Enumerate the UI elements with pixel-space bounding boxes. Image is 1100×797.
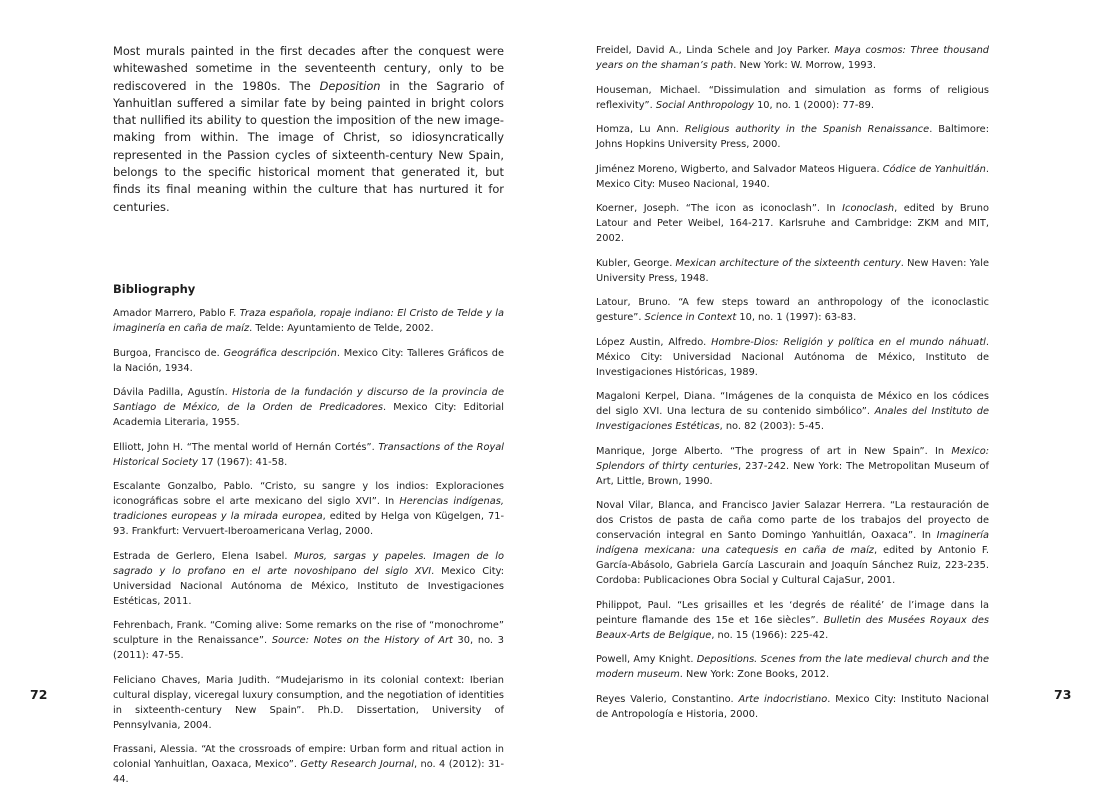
italic-title: Getty Research Journal bbox=[300, 759, 414, 770]
text-run: Kubler, George. bbox=[596, 257, 676, 269]
bibliography-list-left bbox=[113, 306, 504, 797]
text-run: . Baltimore: Johns Hopkins University Press, 2000. bbox=[596, 124, 989, 150]
italic-title: Maya cosmos: Three thousand years on the shaman’s path bbox=[596, 45, 989, 71]
bibliography-heading: Bibliography bbox=[113, 282, 196, 296]
italic-title: Historia de la fundación y discurso de la provincia de Santiago de México, de la Orden de Predicadores bbox=[113, 387, 505, 413]
italic-title: Transactions of the Royal Historical Society bbox=[113, 441, 504, 468]
italic-title: Deposition bbox=[319, 78, 381, 93]
text-run: Koerner, Joseph. “The icon as iconoclash”. In bbox=[596, 203, 843, 214]
italic-title: Hombre-Dios: Religión y política en el mundo náhuatl bbox=[711, 336, 986, 348]
italic-title: Arte indocristiano bbox=[738, 693, 828, 705]
text-run: Philippot, Paul. “Les grisailles et les ‘degrés de réalité’ de l’image dans la peinture flamande des 15e et 16e siècles”. bbox=[596, 599, 989, 626]
bibliography-entry bbox=[596, 335, 989, 380]
text-run: Most murals painted in the first decades after the conquest were whitewashed sometime in the seventeenth century, only to be rediscovered in the 1980s. The bbox=[113, 44, 504, 93]
page-number-right: 73 bbox=[1054, 687, 1072, 702]
text-run: Frassani, Alessia. “At the crossroads of empire: Urban form and ritual action in colonial Yanhuitlan, Oaxaca, Mexico”. bbox=[113, 744, 504, 770]
bibliography-entry bbox=[596, 122, 989, 152]
bibliography-entry bbox=[596, 83, 989, 113]
bibliography-entry bbox=[113, 549, 504, 609]
bibliography-entry bbox=[113, 673, 504, 733]
text-run: 30, no. 3 (2011): 47-55. bbox=[113, 635, 504, 661]
italic-title: Imaginería indígena mexicana: una catequesis en caña de maíz bbox=[596, 530, 989, 556]
italic-title: Religious authority in the Spanish Renaissance bbox=[684, 124, 930, 135]
text-run: , edited by Antonio F. García-Abásolo, Gabriela García Lascurain and Joaquín Sánchez Ruiz, 223-235. Cordoba: Publicaciones Obra Social y Cultural CajaSur, 2001. bbox=[596, 545, 989, 586]
text-run: 10, no. 1 (1997): 63-83. bbox=[736, 312, 857, 323]
right-page bbox=[550, 0, 1100, 764]
italic-title: Muros, sargas y papeles. Imagen de lo sagrado y lo profano en el arte novoshipano del siglo XVI bbox=[113, 550, 504, 577]
text-run: , no. 4 (2012): 31-44. bbox=[113, 759, 505, 785]
italic-title: Iconoclash bbox=[842, 203, 895, 214]
bibliography-entry bbox=[596, 692, 989, 722]
italic-title: Social Anthropology bbox=[655, 99, 754, 111]
italic-title: Depositions. Scenes from the late medieval church and the modern museum bbox=[596, 654, 989, 680]
text-run: . Telde: Ayuntamiento de Telde, 2002. bbox=[249, 323, 434, 334]
text-run: . Mexico City: Instituto Nacional de Antropología e Historia, 2000. bbox=[596, 693, 989, 720]
text-run: . Mexico City: Editorial Academia Literaria, 1955. bbox=[113, 402, 504, 428]
bibliography-entry bbox=[113, 346, 504, 376]
text-run: Noval Vilar, Blanca, and Francisco Javier Salazar Herrera. “La restauración de dos Cristos de pasta de caña como parte de los trabajos del proyecto de conservación integral en Santo Domingo Yanhuitlán, Oaxaca”. In bbox=[596, 500, 989, 541]
text-run: . Mexico City: Museo Nacional, 1940. bbox=[596, 163, 989, 190]
bibliography-entry bbox=[113, 306, 504, 336]
italic-title: Geográfica descripción bbox=[223, 347, 337, 359]
bibliography-entry bbox=[113, 742, 504, 787]
italic-title: Herencias indígenas, tradiciones europeas y la mirada europea bbox=[113, 496, 504, 522]
bibliography-entry bbox=[596, 444, 989, 489]
bibliography-entry bbox=[113, 618, 504, 663]
bibliography-entry bbox=[596, 162, 989, 192]
text-run: Houseman, Michael. “Dissimulation and simulation as forms of religious reflexivity”. bbox=[596, 84, 989, 111]
text-run: Estrada de Gerlero, Elena Isabel. bbox=[113, 550, 295, 562]
bibliography-entry bbox=[113, 440, 504, 470]
text-run: , edited by Bruno Latour and Peter Weibel, 164-217. Karlsruhe and Cambridge: ZKM and MIT, 2002. bbox=[596, 203, 990, 244]
left-page bbox=[0, 0, 550, 785]
text-run: Magaloni Kerpel, Diana. “Imágenes de la conquista de México en los códices del siglo XVI. Una lectura de su contenido simbólico”. bbox=[596, 391, 989, 417]
bibliography-entry bbox=[596, 498, 989, 588]
text-run: , edited by Helga von Kügelgen, 71-93. Frankfurt: Vervuert-Iberoamericana Verlag, 2000. bbox=[113, 511, 504, 537]
text-run: Freidel, David A., Linda Schele and Joy Parker. bbox=[596, 45, 835, 56]
bibliography-entry bbox=[596, 43, 989, 73]
text-run: . Mexico City: Talleres Gráficos de la Nación, 1934. bbox=[113, 347, 504, 374]
bibliography-entry bbox=[596, 652, 989, 682]
bibliography-entry bbox=[596, 598, 989, 643]
text-run: Elliott, John H. “The mental world of Hernán Cortés”. bbox=[113, 441, 379, 453]
text-run: Burgoa, Francisco de. bbox=[113, 347, 224, 359]
text-run: , no. 15 (1966): 225-42. bbox=[711, 629, 829, 641]
text-run: Amador Marrero, Pablo F. bbox=[113, 308, 240, 319]
text-run: . New York: W. Morrow, 1993. bbox=[733, 60, 876, 71]
text-run: 10, no. 1 (2000): 77-89. bbox=[753, 99, 874, 111]
text-run: Powell, Amy Knight. bbox=[596, 654, 697, 665]
bibliography-list-right bbox=[596, 43, 989, 731]
text-run: López Austin, Alfredo. bbox=[596, 336, 712, 348]
text-run: Jiménez Moreno, Wigberto, and Salvador Mateos Higuera. bbox=[596, 163, 883, 175]
text-run: 17 (1967): 41-58. bbox=[198, 456, 288, 468]
bibliography-entry bbox=[596, 389, 989, 434]
text-run: . Mexico City: Universidad Nacional Autónoma de México, Instituto de Investigaciones Estéticas, 2011. bbox=[113, 565, 504, 607]
text-run: Homza, Lu Ann. bbox=[596, 124, 685, 135]
italic-title: Source: Notes on the History of Art bbox=[271, 635, 453, 646]
text-run: in the Sagrario of Yanhuitlan suffered a similar fate by being painted in bright colors that nullified its ability to question the imposition of the new image-making from within. The image of Christ, so idiosyncratically represented in the Passion cycles of sixteenth-century New Spain, belongs to the specific historical moment that generated it, but finds its final meaning within the culture that has nurtured it for centuries. bbox=[113, 78, 504, 214]
bibliography-entry bbox=[596, 201, 989, 246]
text-run: , no. 82 (2003): 5-45. bbox=[719, 421, 825, 432]
text-run: Escalante Gonzalbo, Pablo. “Cristo, su sangre y los indios: Exploraciones iconográficas sobre el arte mexicano del siglo XVI”. In bbox=[113, 481, 504, 507]
bibliography-entry bbox=[596, 295, 989, 325]
page-number-left: 72 bbox=[30, 687, 48, 702]
italic-title: Anales del Instituto de Investigaciones Estéticas bbox=[596, 406, 989, 432]
text-run: . New Haven: Yale University Press, 1948. bbox=[596, 257, 989, 284]
text-run: Feliciano Chaves, Maria Judith. “Mudejarismo in its colonial context: Iberian cultural display, viceregal luxury consumption, and the negotiation of identities in sixteenth-century New Spain”. Ph.D. Dissertation, University of Pennsylvania, 2004. bbox=[113, 674, 504, 731]
italic-title: Science in Context bbox=[644, 312, 737, 323]
italic-title: Bulletin des Musées Royaux des Beaux-Arts de Belgique bbox=[596, 614, 989, 641]
text-run: Dávila Padilla, Agustín. bbox=[113, 387, 233, 398]
italic-title: Traza española, ropaje indiano: El Cristo de Telde y la imaginería en caña de maíz bbox=[113, 308, 504, 334]
text-run: , 237-242. New York: The Metropolitan Museum of Art, Little, Brown, 1990. bbox=[596, 460, 989, 487]
text-run: Manrique, Jorge Alberto. “The progress of art in New Spain”. In bbox=[596, 445, 952, 457]
intro-paragraph bbox=[113, 43, 504, 216]
italic-title: Mexico: Splendors of thirty centuries bbox=[596, 445, 989, 472]
text-run: Reyes Valerio, Constantino. bbox=[596, 693, 739, 705]
bibliography-entry bbox=[596, 256, 989, 286]
italic-title: Mexican architecture of the sixteenth century bbox=[675, 257, 901, 269]
text-run: . México City: Universidad Nacional Autónoma de México, Instituto de Investigaciones Históricas, 1989. bbox=[596, 336, 990, 378]
bibliography-entry bbox=[113, 385, 504, 430]
text-run: . New York: Zone Books, 2012. bbox=[679, 669, 830, 680]
bibliography-entry bbox=[113, 479, 504, 539]
text-run: Latour, Bruno. “A few steps toward an anthropology of the iconoclastic gesture”. bbox=[596, 297, 989, 323]
italic-title: Códice de Yanhuitlán bbox=[882, 163, 986, 175]
text-run: Fehrenbach, Frank. “Coming alive: Some remarks on the rise of “monochrome” sculpture in the Renaissance”. bbox=[113, 620, 504, 646]
